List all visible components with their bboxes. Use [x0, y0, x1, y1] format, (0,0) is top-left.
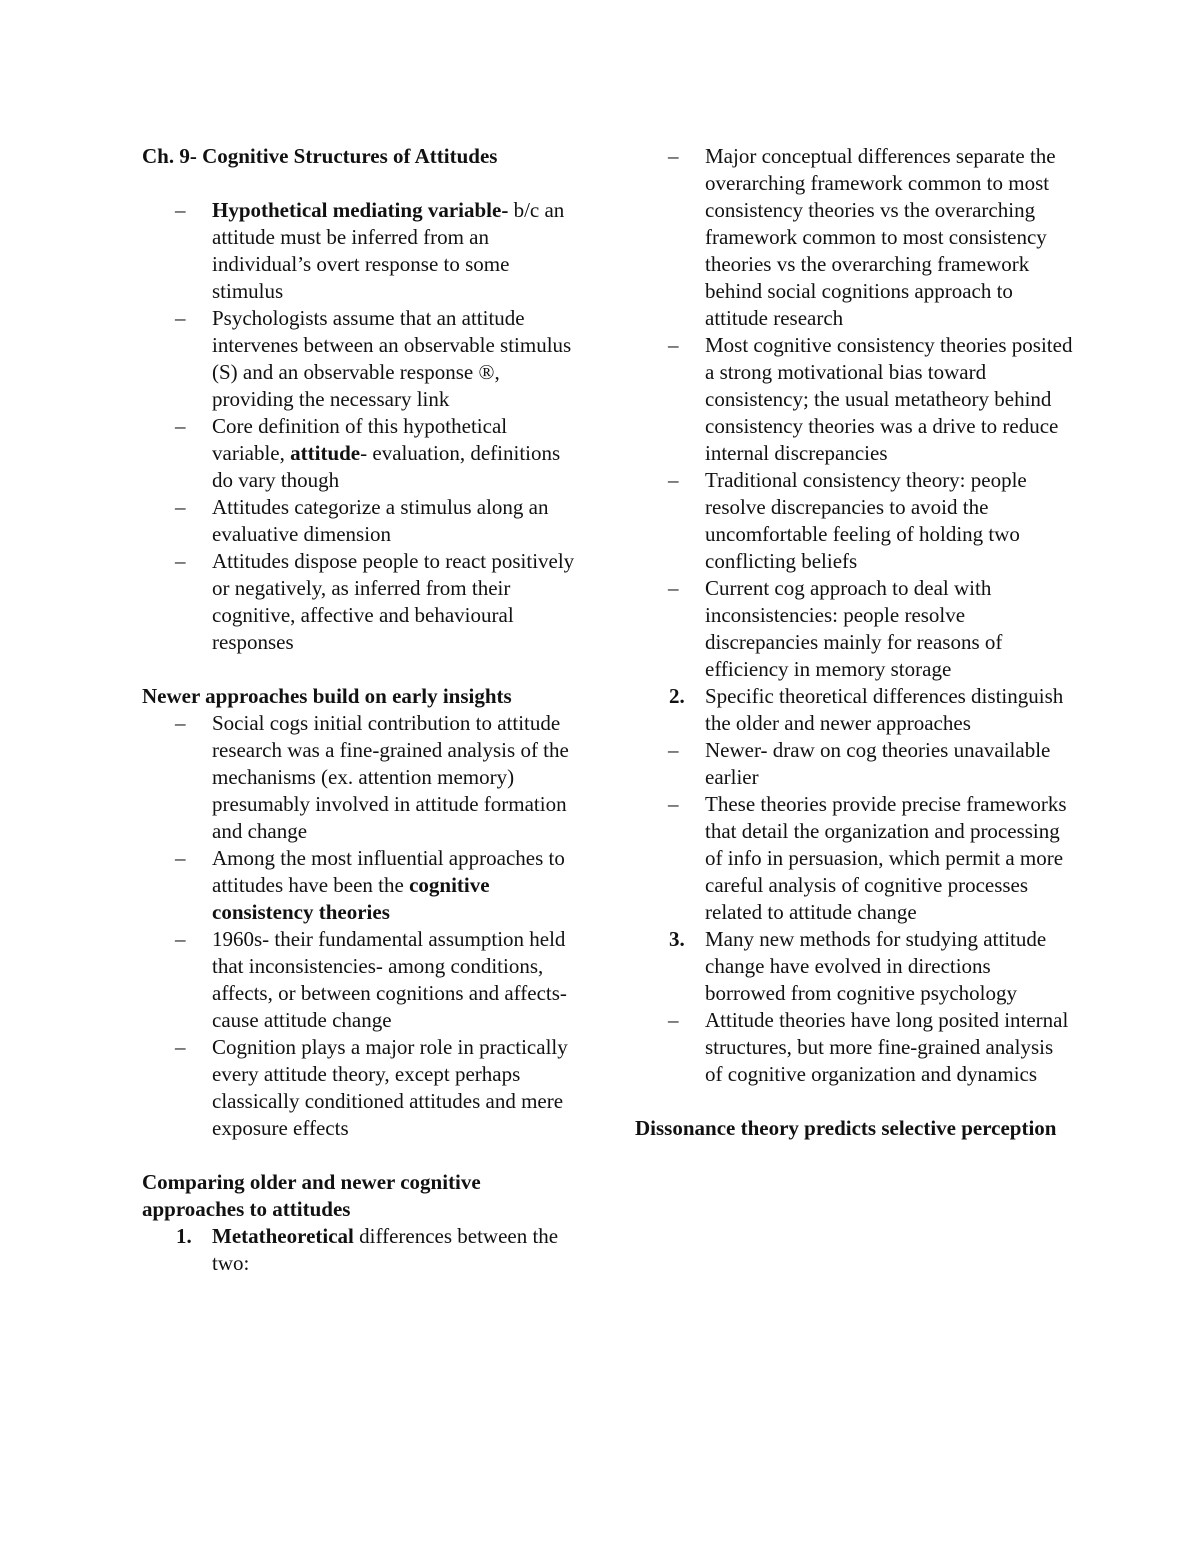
numbered-item: [635, 683, 1075, 737]
item-text: Cognition plays a major role in practically every attitude theory, except perhaps classically conditioned attitudes and mere exposure effects: [212, 1035, 568, 1140]
page-title: Ch. 9- Cognitive Structures of Attitudes: [142, 144, 498, 168]
numbered-item: [142, 1223, 582, 1277]
item-text: Social cogs initial contribution to attitude research was a fine-grained analysis of the mechanisms (ex. attention memory) presumably involved in attitude formation and change: [212, 711, 569, 843]
dash-bullet: –: [175, 846, 186, 870]
item-text: Specific theoretical differences distinguish the older and newer approaches: [705, 684, 1064, 735]
item-text: Core definition of this hypothetical variable,: [212, 414, 508, 465]
dash-bullet: –: [175, 306, 186, 330]
list-item: [142, 710, 582, 845]
dash-bullet: –: [668, 468, 679, 492]
term: attitude: [290, 441, 361, 465]
item-text: - evaluation, definitions do vary though: [212, 441, 561, 492]
term: cognitive consistency theories: [212, 873, 490, 924]
list-item: [635, 575, 1075, 683]
dash-bullet: –: [668, 333, 679, 357]
dash-bullet: –: [175, 414, 186, 438]
term: Metatheoretical: [212, 1224, 354, 1248]
dash-bullet: –: [175, 927, 186, 951]
section-heading: Comparing older and newer cognitive approaches to attitudes: [142, 1170, 481, 1221]
list-item: [142, 197, 582, 305]
list-item: [142, 305, 582, 413]
left-column: [142, 143, 582, 1277]
list-item: [635, 737, 1075, 791]
item-text: Attitude theories have long posited internal structures, but more fine-grained analysis of cognitive organization and dynamics: [705, 1008, 1069, 1086]
item-text: Newer- draw on cog theories unavailable earlier: [705, 738, 1051, 789]
item-text: b/c an attitude must be inferred from an individual’s overt response to some stimulus: [212, 198, 565, 303]
item-text: Many new methods for studying attitude change have evolved in directions borrowed from cognitive psychology: [705, 927, 1047, 1005]
item-text: differences between the two:: [212, 1224, 559, 1275]
section-heading: Dissonance theory predicts selective perception: [635, 1116, 1057, 1140]
section1-list: [142, 197, 582, 656]
section2-list: [142, 710, 582, 1142]
list-item: [635, 143, 1075, 332]
number-marker: 2.: [669, 684, 685, 708]
list-item: [142, 413, 582, 494]
list-item: [635, 332, 1075, 467]
dash-bullet: –: [175, 198, 186, 222]
list-item: [142, 1034, 582, 1142]
dash-bullet: –: [175, 1035, 186, 1059]
dash-bullet: –: [668, 792, 679, 816]
numbered-item: [635, 926, 1075, 1007]
dash-bullet: –: [668, 1008, 679, 1032]
list-item: [142, 845, 582, 926]
item-text: Among the most influential approaches to attitudes have been the: [212, 846, 565, 897]
item-text: Psychologists assume that an attitude intervenes between an observable stimulus (S) and an observable response ®, providing the necessary link: [212, 306, 572, 411]
section-heading: Newer approaches build on early insights: [142, 684, 512, 708]
list-item: [635, 1007, 1075, 1088]
number-marker: 3.: [669, 927, 685, 951]
term: Hypothetical mediating variable-: [212, 198, 509, 222]
list-item: [142, 548, 582, 656]
section3-list: [142, 1223, 582, 1277]
item-text: Most cognitive consistency theories posited a strong motivational bias toward consistency; the usual metatheory behind consistency theories was a drive to reduce internal discrepancies: [705, 333, 1073, 465]
item-text: Current cog approach to deal with inconsistencies: people resolve discrepancies mainly for reasons of efficiency in memory storage: [705, 576, 1003, 681]
dash-bullet: –: [668, 738, 679, 762]
item-text: Major conceptual differences separate the overarching framework common to most consistency theories vs the overarching framework common to most consistency theories vs the overarching framework behind social cognitions approach to attitude research: [705, 144, 1056, 330]
item-text: Attitudes dispose people to react positively or negatively, as inferred from their cognitive, affective and behavioural responses: [212, 549, 575, 654]
dash-bullet: –: [668, 576, 679, 600]
item-text: Traditional consistency theory: people resolve discrepancies to avoid the uncomfortable feeling of holding two conflicting beliefs: [705, 468, 1027, 573]
list-item: [635, 791, 1075, 926]
dash-bullet: –: [175, 495, 186, 519]
dash-bullet: –: [175, 549, 186, 573]
right-column: [635, 143, 1075, 1142]
item-text: Attitudes categorize a stimulus along an evaluative dimension: [212, 495, 549, 546]
list-item: [635, 467, 1075, 575]
list-item: [142, 926, 582, 1034]
list-item: [142, 494, 582, 548]
item-text: 1960s- their fundamental assumption held that inconsistencies- among conditions, affects, or between cognitions and affects- cause attitude change: [212, 927, 567, 1032]
number-marker: 1.: [176, 1224, 192, 1248]
right-list-a: [635, 143, 1075, 1088]
item-text: These theories provide precise frameworks that detail the organization and processing of info in persuasion, which permit a more careful analysis of cognitive processes related to attitude change: [705, 792, 1067, 924]
dash-bullet: –: [175, 711, 186, 735]
dash-bullet: –: [668, 144, 679, 168]
